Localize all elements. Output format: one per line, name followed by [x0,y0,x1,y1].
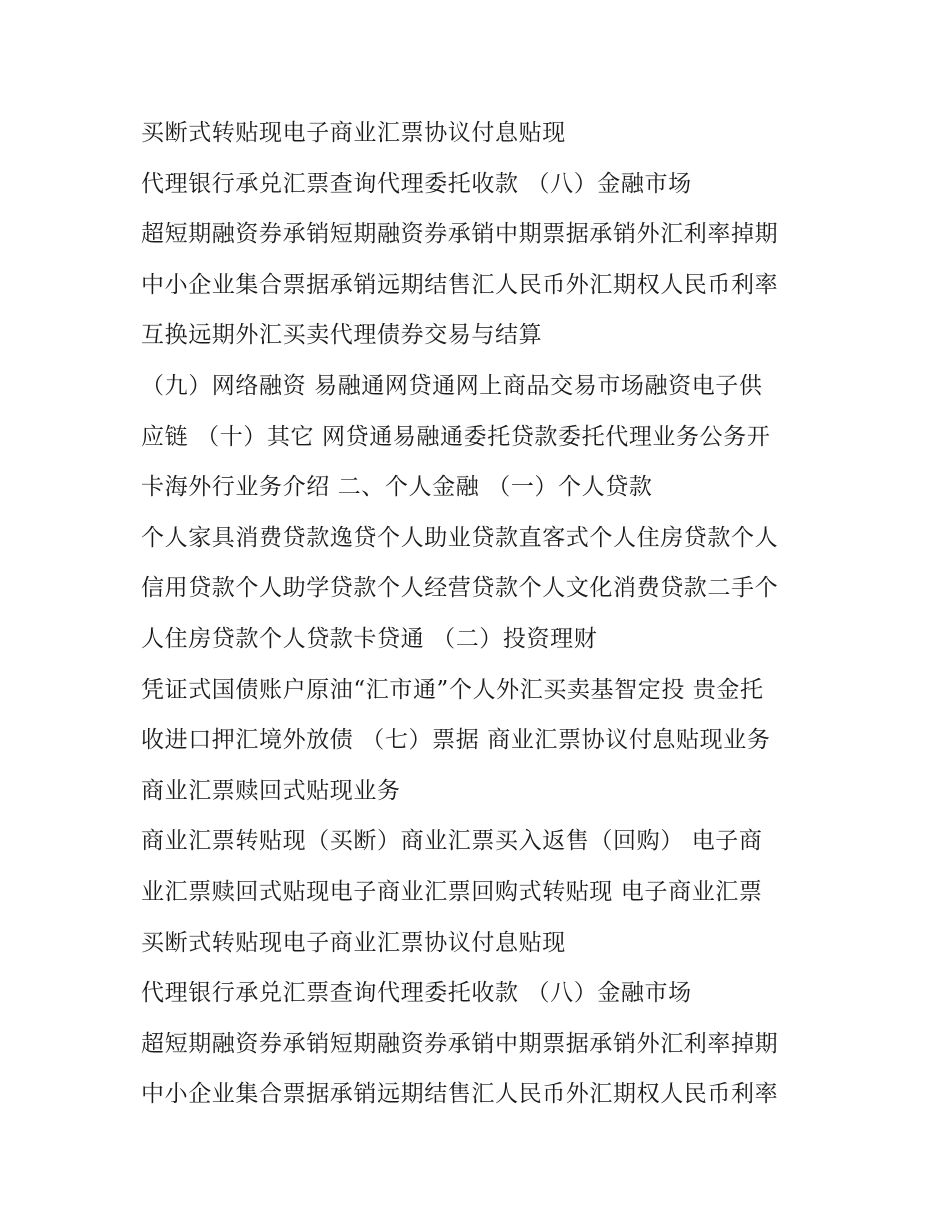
text-line: 超短期融资券承销短期融资券承销中期票据承销外汇利率掉期 [141,1030,779,1057]
text-line: 互换远期外汇买卖代理债券交易与结算 [141,322,543,349]
text-line: （九）网络融资 易融通网贷通网上商品交易市场融资电子供 [141,372,763,399]
text-line: 卡海外行业务介绍 二、个人金融 （一）个人贷款 [141,474,653,501]
text-line: 凭证式国债账户原油“汇市通”个人外汇买卖基智定投 贵金托 [141,676,764,703]
text-line: 中小企业集合票据承销远期结售汇人民币外汇期权人民币利率 [141,1081,779,1108]
text-line: 代理银行承兑汇票查询代理委托收款 （八）金融市场 [141,170,692,197]
body-text [141,108,841,1120]
text-line: 中小企业集合票据承销远期结售汇人民币外汇期权人民币利率 [141,271,779,298]
text-line: 买断式转贴现电子商业汇票协议付息贴现 [141,120,566,146]
text-line: 个人家具消费贷款逸贷个人助业贷款直客式个人住房贷款个人 [141,524,779,551]
text-line: 超短期融资券承销短期融资券承销中期票据承销外汇利率掉期 [141,221,779,248]
text-line: 商业汇票赎回式贴现业务 [141,777,401,804]
text-line: 商业汇票转贴现（买断）商业汇票买入返售（回购） 电子商 [141,828,763,855]
text-line: 收进口押汇境外放债 （七）票据 商业汇票协议付息贴现业务 [141,727,771,754]
text-line: 信用贷款个人助学贷款个人经营贷款个人文化消费贷款二手个 [141,575,779,602]
text-line: 业汇票赎回式贴现电子商业汇票回购式转贴现 电子商业汇票 [141,878,763,905]
text-line: 应链 （十）其它 网贷通易融通委托贷款委托代理业务公务开 [141,423,771,450]
text-line: 买断式转贴现电子商业汇票协议付息贴现 [141,929,566,956]
text-line: 代理银行承兑汇票查询代理委托收款 （八）金融市场 [141,980,692,1007]
text-line: 人住房贷款个人贷款卡贷通 （二）投资理财 [141,625,598,652]
